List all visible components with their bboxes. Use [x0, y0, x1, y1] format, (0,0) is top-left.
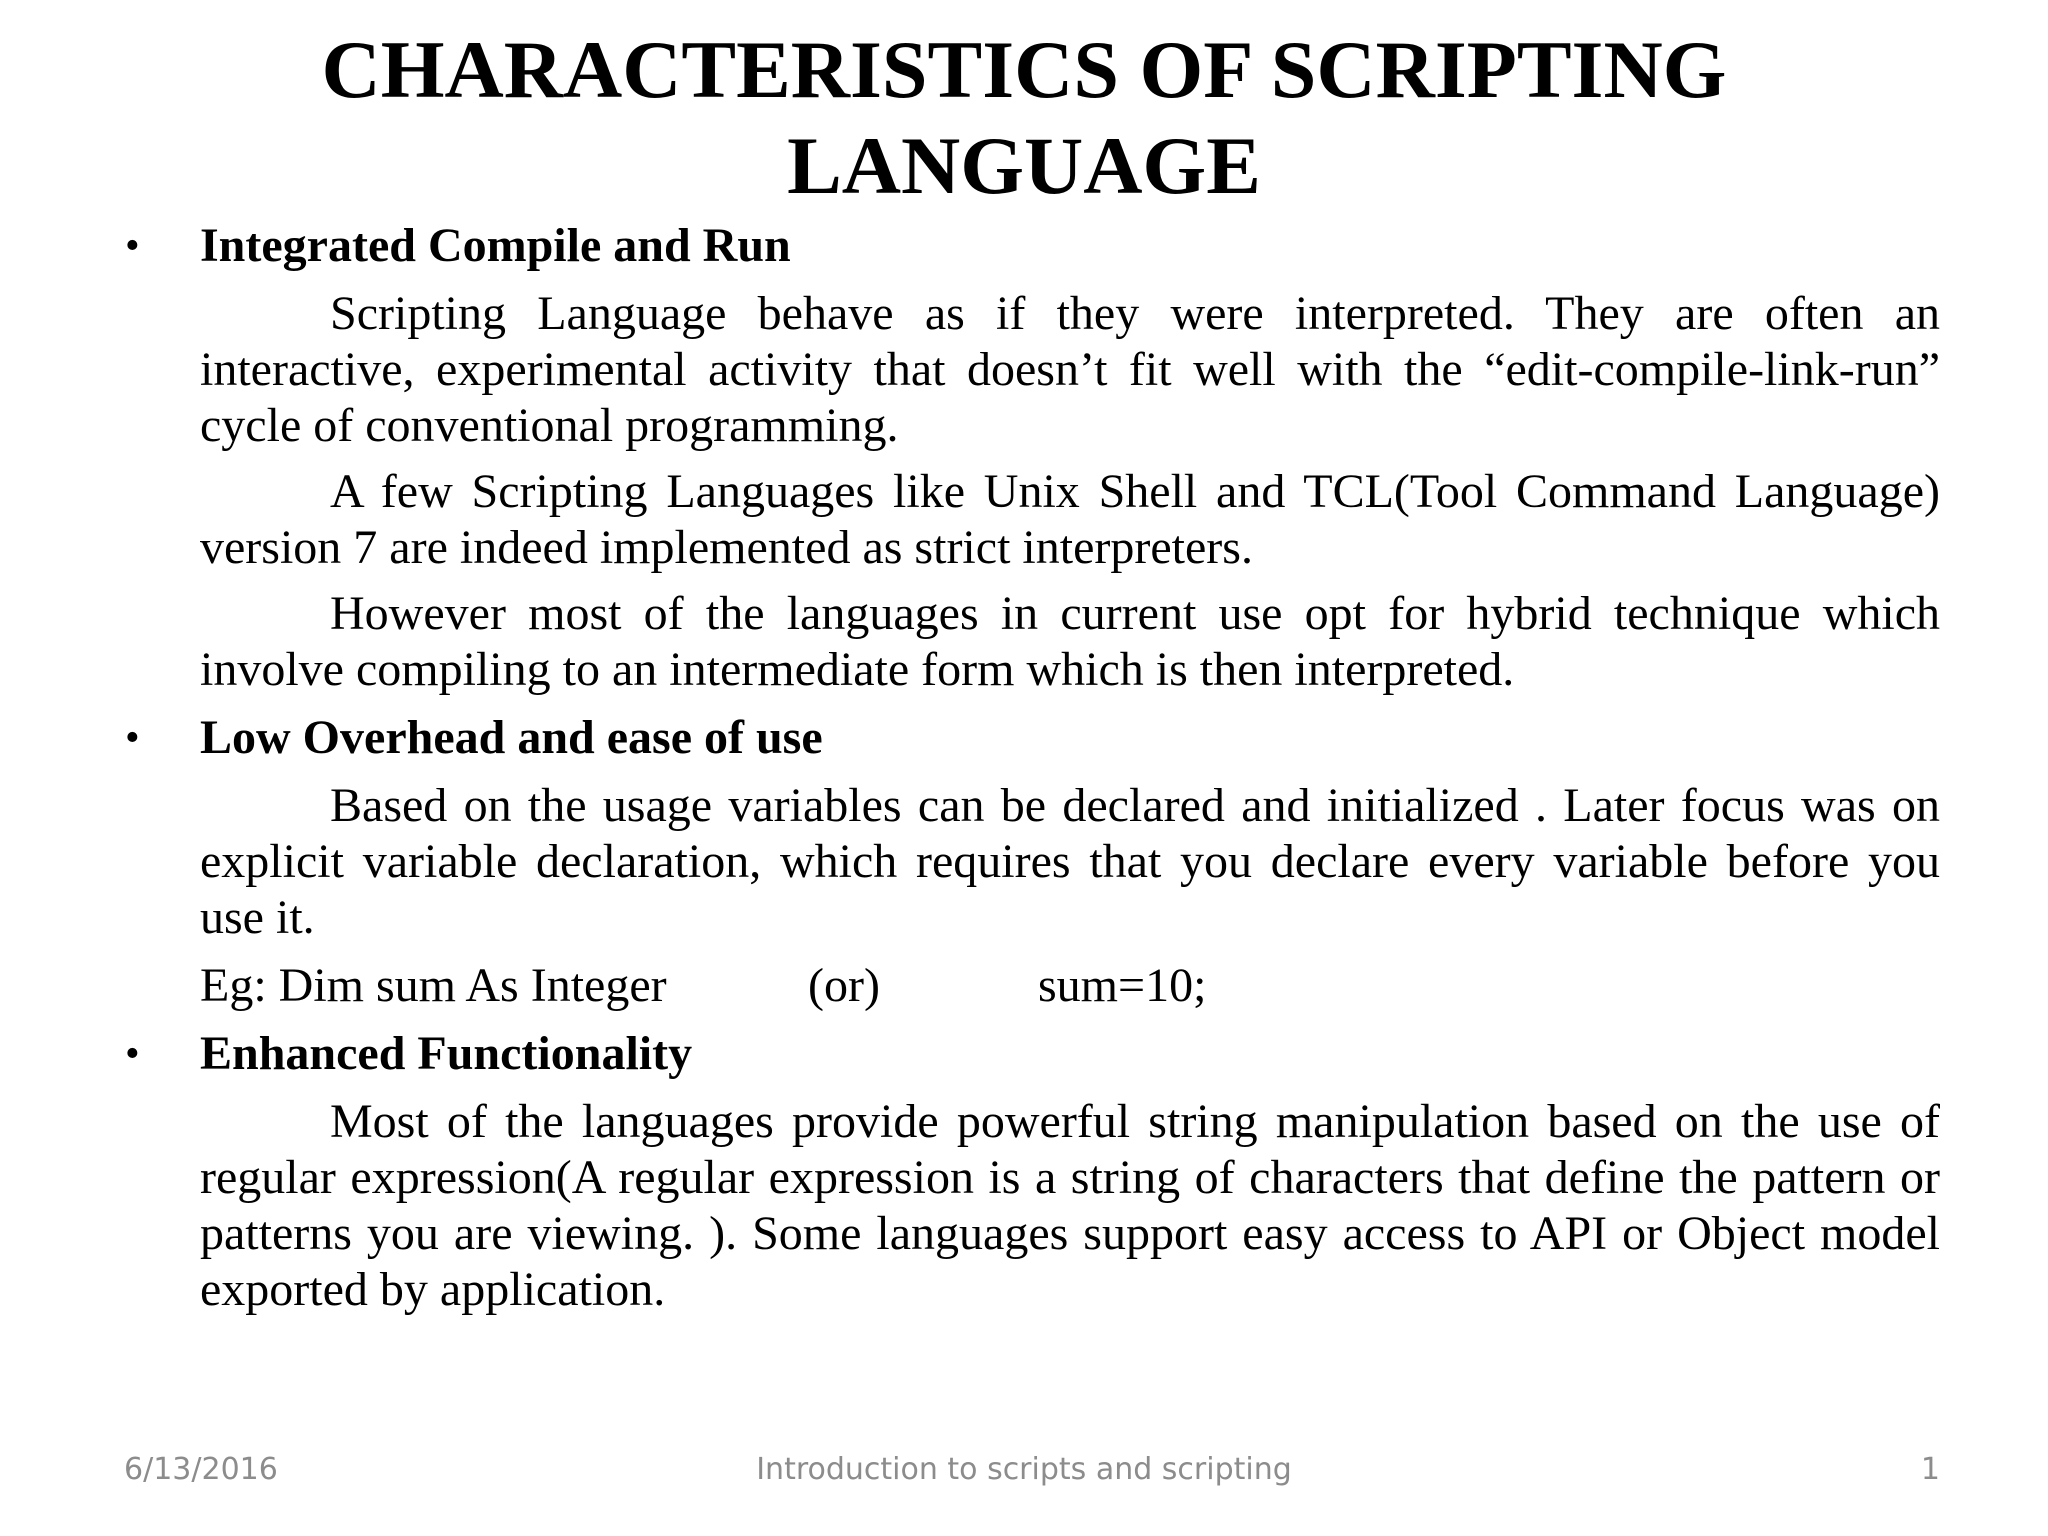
bullet-icon: • — [125, 715, 140, 761]
footer-title: Introduction to scripts and scripting — [756, 1452, 1292, 1487]
footer-date: 6/13/2016 — [124, 1452, 278, 1487]
example-middle: (or) — [808, 959, 880, 1012]
example-right: sum=10; — [1038, 959, 1207, 1012]
section-low-overhead — [125, 710, 1940, 1014]
bullet-heading — [125, 710, 1940, 766]
slide-title-line-2: LANGUAGE — [787, 120, 1261, 211]
section-enhanced-functionality — [125, 1026, 1940, 1318]
bullet-heading — [125, 1026, 1940, 1082]
example-left: Eg: Dim sum As Integer — [200, 959, 667, 1012]
bullet-heading-text: Enhanced Functionality — [200, 1027, 693, 1080]
bullet-heading-text: Integrated Compile and Run — [200, 219, 791, 272]
paragraph: Based on the usage variables can be declared and initialized . Later focus was on explicit variable declaration, which requires that you declare every variable before you use it. — [200, 779, 1940, 944]
paragraph: A few Scripting Languages like Unix Shell and TCL(Tool Command Language) version 7 are indeed implemented as strict interpreters. — [200, 465, 1940, 574]
slide-title — [0, 22, 2048, 214]
bullet-icon: • — [125, 1031, 140, 1077]
code-example — [200, 958, 1940, 1014]
bullet-heading — [125, 218, 1940, 274]
paragraph: Most of the languages provide powerful string manipulation based on the use of regular expression(A regular expression is a string of characters that define the pattern or patterns you are viewing. ). Some languages support easy access to API or Object model exported by application. — [200, 1095, 1940, 1316]
paragraph: However most of the languages in current use opt for hybrid technique which involve compiling to an intermediate form which is then interpreted. — [200, 587, 1940, 696]
paragraph: Scripting Language behave as if they were interpreted. They are often an interactive, experimental activity that doesn’t fit well with the “edit-compile-link-run” cycle of conventional programming. — [200, 287, 1940, 452]
footer-page-number: 1 — [1920, 1452, 1940, 1487]
slide-content — [125, 218, 1940, 1318]
bullet-heading-text: Low Overhead and ease of use — [200, 711, 823, 764]
slide-title-line-1: CHARACTERISTICS OF SCRIPTING — [321, 24, 1727, 115]
bullet-icon: • — [125, 223, 140, 269]
section-integrated-compile-run — [125, 218, 1940, 698]
